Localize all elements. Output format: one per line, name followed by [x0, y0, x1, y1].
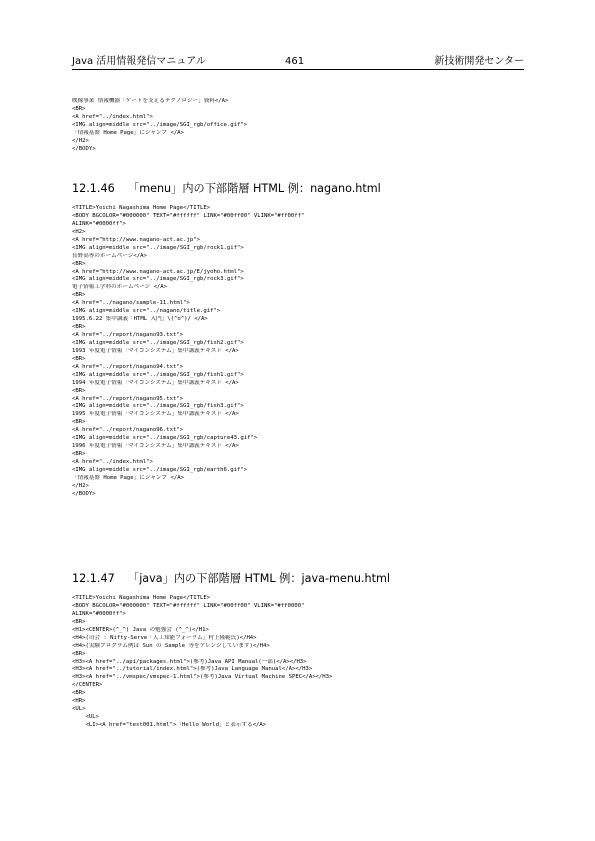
page-header — [72, 56, 524, 70]
code-line: <H4>(司会 : Nifty-Serve「人工知能フォーラム」村上隆範氏)</H4> — [72, 634, 257, 641]
header-manual-title: Java 活用情報発信マニュアル — [72, 56, 206, 67]
section-number: 12.1.47 — [72, 572, 115, 585]
code-line: <BR> — [72, 355, 86, 362]
code-line: <H4>(実験プログラム例は Sun の Sample 等をアレンジしています)</H4> — [72, 642, 270, 649]
code-line: <BR> — [72, 324, 86, 331]
code-line: <TITLE>Yoichi Nagashima Home Page</TITLE> — [72, 205, 211, 211]
header-page-number: 461 — [285, 56, 305, 67]
code-line: <BR> — [72, 618, 86, 625]
code-line: 1993 年度電子情報「マイコンシステム」集中講義テキスト </A> — [72, 347, 239, 354]
code-line: <BR> — [72, 105, 86, 112]
code-line: </H2> — [72, 482, 89, 489]
code-line: </BODY> — [72, 490, 96, 497]
section-title: 「menu」内の下部階層 HTML 例：nagano.html — [128, 182, 381, 195]
code-line: <BR> — [72, 292, 86, 299]
code-line: </CENTER> — [72, 682, 103, 689]
code-line: <H3><A href="../tutorial/index.html">(参考)Java Language Manual</A></H3> — [72, 666, 313, 673]
code-line: <BODY BGCOLOR="#000000" TEXT="#ffffff" LINK="#00ff00" VLINK="#ff00ff" — [72, 212, 305, 219]
code-line: <A href="../index.html"> — [72, 459, 153, 465]
code-line: <UL> — [72, 714, 99, 721]
code-line: <BR> — [72, 419, 86, 426]
code-line: 長野高専のホームページ</A> — [72, 252, 147, 259]
code-line: 「情報基盤 Home Page」にジャンプ </A> — [72, 129, 184, 136]
code-listing-nagano-html — [72, 205, 524, 499]
code-line: <A href="../report/nagano94.txt"> — [72, 363, 184, 370]
code-line: <BR> — [72, 451, 86, 458]
code-line: <A href="../nagano/sample-11.html"> — [72, 300, 190, 307]
code-line: <UL> — [72, 706, 86, 713]
code-line: 「情報基盤 Home Page」にジャンプ </A> — [72, 474, 184, 481]
section-heading-12-1-47 — [72, 572, 390, 586]
code-line: <A href="../report/nagano95.txt"> — [72, 395, 184, 402]
header-center-name: 新技術開発センター — [434, 56, 524, 67]
code-line: <A href="http://www.nagano-act.ac.jp/E/jyoho.html"> — [72, 268, 244, 275]
code-line: <H2> — [72, 228, 86, 235]
code-line: <IMG align=middle src="../image/SGI_rgb/office.gif"> — [72, 121, 248, 128]
code-line: <HR> — [72, 698, 86, 705]
code-line: <IMG align=middle src="../image/SGI_rgb/fish1.gif"> — [72, 371, 244, 378]
code-line: <H1><CENTER>(^_^) Java の勉強会 (^_^)</H1> — [72, 626, 209, 633]
code-line: <H3><A href="../vmspec/vmspec-1.html">(参考)Java Virtual Machine SPEC</A></H3> — [72, 674, 333, 681]
code-line: <IMG align=middle src="../image/SGI_rgb/rock3.gif"> — [72, 276, 244, 283]
code-line: ALINK="#0000ff"> — [72, 610, 126, 617]
code-line: <IMG align=middle src="../image/SGI_rgb/fish3.gif"> — [72, 403, 244, 410]
code-line: 1995.6.22 集中講義「HTML 入門」\(^o^)/ </A> — [72, 316, 208, 323]
code-line: <BR> — [72, 387, 86, 394]
code-line: 1996 年度電子情報「マイコンシステム」集中講義テキスト </A> — [72, 443, 239, 450]
code-line: <IMG align=middle src="../nagano/title.gif"> — [72, 308, 221, 315]
header-divider — [72, 69, 524, 70]
code-line: ALINK="#0000ff"> — [72, 220, 126, 227]
section-heading-12-1-46 — [72, 182, 381, 196]
code-line: </BODY> — [72, 145, 96, 152]
code-line: <A href="http://www.nagano-act.ac.jp"> — [72, 236, 200, 243]
section-number: 12.1.46 — [72, 182, 115, 195]
code-line: <BR> — [72, 690, 86, 697]
code-line: <A href="../report/nagano96.txt"> — [72, 427, 184, 434]
code-line: <IMG align=middle src="../image/SGI_rgb/capture43.gif"> — [72, 435, 258, 442]
code-line: <H3><A href="../api/packages.html">(参考)Java API Manual(一部)</A></H3> — [72, 658, 307, 665]
code-line: 映像事業 情報機器「ゲートを支えるテクノロジー」資料</A> — [72, 98, 229, 104]
section-title: 「java」内の下部階層 HTML 例：java-menu.html — [128, 572, 391, 585]
code-line: 1994 年度電子情報「マイコンシステム」集中講義テキスト </A> — [72, 379, 239, 386]
code-line: <BR> — [72, 650, 86, 657]
code-line: <TITLE>Yoichi Nagashima Home Page</TITLE> — [72, 595, 211, 601]
code-line: <BR> — [72, 260, 86, 267]
code-listing-continued — [72, 98, 524, 154]
code-listing-java-menu-html — [72, 595, 524, 730]
code-line: <A href="../index.html"> — [72, 113, 153, 120]
code-line: <BODY BGCOLOR="#000000" TEXT="#ffffff" LINK="#00ff00" VLINK="#ff0000" — [72, 602, 305, 609]
code-line: </H2> — [72, 137, 89, 144]
code-line: <IMG align=middle src="../image/SGI_rgb/earth6.gif"> — [72, 466, 248, 473]
code-line: <IMG align=middle src="../image/SGI_rgb/rock1.gif"> — [72, 244, 244, 251]
code-line: 電子情報工学科のホームページ </A> — [72, 284, 168, 291]
code-line: <LI><A href="test001.html">「Hello World」と表示する</A> — [72, 722, 267, 728]
code-line: <A href="../report/nagano93.txt"> — [72, 332, 184, 338]
code-line: <IMG align=middle src="../image/SGI_rgb/fish2.gif"> — [72, 339, 244, 346]
code-line: 1995 年度電子情報「マイコンシステム」集中講義テキスト </A> — [72, 411, 239, 418]
